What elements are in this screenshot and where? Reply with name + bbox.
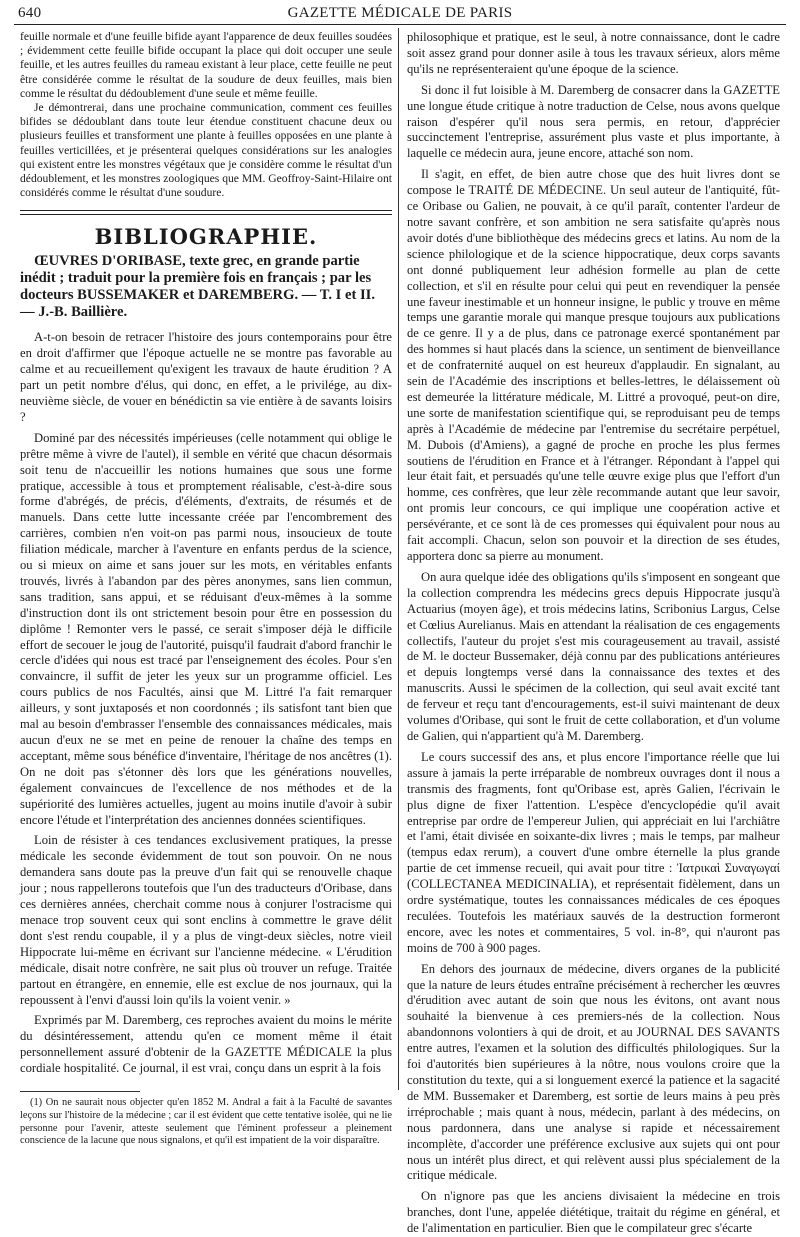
paragraph: A-t-on besoin de retracer l'histoire des jours contemporains pour être en droit d'affirmer que l'époque actuelle ne se montre pas favorable au calme et au recueillement qu'exigent les travaux de haute érudition ? A part un petit nombre d'élus, qui donc, en effet, a le privilége, au dix-neuvième siècle, de vouer en bénédictin sa vie entière à de savants loisirs ?	[20, 330, 392, 424]
page-number: 640	[18, 5, 42, 21]
column-divider	[398, 28, 399, 1090]
paragraph: philosophique et pratique, est le seul, à notre connaissance, dont le cadre soit assez grand pour donner asile à tous les travaux sérieux, alors même qu'ils ne représenteraient qu'une époque de la science.	[407, 30, 780, 76]
paragraph: feuille normale et d'une feuille bifide ayant l'apparence de deux feuilles soudées ; évidemment cette feuille bifide occupant la place qui doit occuper une seule feuille, et les autres feuilles du rameau existant à leur place, cette feuille ne peut être considérée comme le résultat de la soudure de deux feuilles, mais bien comme le résultat du dédoublement d'une seule et même feuille.	[20, 30, 392, 100]
footnote-rule	[20, 1091, 140, 1092]
section-rule	[20, 214, 392, 215]
footnote: (1) On ne saurait nous objecter qu'en 1852 M. Andral a fait à la Faculté de savantes leçons sur l'histoire de la médecine ; car il est évident que cette tentative isolée, qui ne lie personne pour l'avenir, atteste seulement que l'éminent professeur a pleinement conscience de la lacune que nous signalons, et qu'il est impatient de la voir disparaître.	[20, 1097, 392, 1147]
right-column	[407, 30, 780, 1237]
paragraph: Je démontrerai, dans une prochaine communication, comment ces feuilles bifides se dédoublant dans toute leur étendue constituent chacune deux ou plusieurs feuilles et transforment une plante à feuilles opposées en une plante à feuilles verticillées, et je présenterai quelques considérations sur les analogies qui existent entre les monstres végétaux que je considère comme le résultat d'un dédoublement, et les monstres zoologiques que MM. Geoffroy-Saint-Hilaire ont considérés comme le résultat d'une soudure.	[20, 101, 392, 200]
paragraph: Dominé par des nécessités impérieuses (celle notamment qui oblige le prêtre même à vivre de l'autel), il semble en vérité que chacun désormais soit tenu de n'accueillir les notions humaines que sous une forme pratique, accessible à tous et promptement réalisable, c'est-à-dire sous forme d'abrégés, de précis, d'éléments, d'extraits, de résumés et de manuels. Dans cette lutte incessante créée par l'encombrement des carrières, combien n'en voit-on pas parmi nous, insoucieux de toute filiation médicale, marcher à l'aventure en enfants perdus de la science, ou si mieux on aime et sans jouer sur les mots, en véritables enfants trouvés, livrés à l'abandon par des pères anonymes, sans lien commun, sans tradition, sans appui, et se réduisant d'eux-mêmes à la somme d'instruction dont ils ont strictement besoin pour être en possession du diplôme ! Remonter vers le passé, ce serait s'imposer déjà le difficile effort de secouer le joug de l'autorité, puisqu'il faudrait d'abord franchir le cercle d'idées qui nous est tracé par l'enseignement des écoles. Pour s'en convaincre, il suffit de jeter les yeux sur un programme officiel. Les cours publics de nos Facultés, ainsi que M. Littré l'a fait remarquer ailleurs, y sont juxtaposés et non coordonnés ; ils satisfont tant bien que mal au besoin d'embrasser l'ensemble des connaissances médicales, mais aucun d'eux ne se met en peine de renouer la chaîne des temps en acceptant, même sous bénéfice d'inventaire, l'héritage de nos ancêtres (1). On ne doit pas s'étonner dès lors que les générations nouvelles, également convaincues de l'excellence de nos méthodes et de la supériorité des lumières actuelles, jugent au moins inutile d'avoir à subir encore l'étude et l'interprétation des anciennes données scientifiques.	[20, 430, 392, 827]
paragraph: Si donc il fut loisible à M. Daremberg de consacrer dans la GAZETTE une longue étude critique à notre traduction de Celse, nous avons quelque raison d'espérer qu'il nous sera permis, en retour, d'apprécier succinctement l'entreprise, assurément plus vaste et plus importante, à laquelle ce médecin aura, jeune encore, attaché son nom.	[407, 82, 780, 161]
paragraph: Il s'agit, en effet, de bien autre chose que des huit livres dont se compose le TRAITÉ DE MÉDECINE. Un seul auteur de l'antiquité, fût-ce Oribase ou Galien, ne pouvait, à ce qu'il paraît, contenter l'ardeur de notre savant confrère, et son ambition ne sera satisfaite qu'après nous avoir dotés d'une bibliothèque des médecins grecs et latins. Au nom de la science philologique et de la science hippocratique, deux corps savants ont donné publiquement leur adhésion formelle au plan de cette collection, et s'il en résulte pour celui qui peut en revendiquer la pensée une faveur inestimable et un honneur insigne, le public y trouve en même temps une garantie morale qui manque presque toujours aux publications de ce genre. Il y a de plus, dans ce patronage exercé spontanément par des hommes si haut placés dans la science, un sentiment de bienveillance et de confraternité auquel on est heureux d'applaudir. En signalant, au sein de l'Académie des inscriptions et belles-lettres, le délaissement où est demeurée la littérature médicale, M. Littré a provoqué, peut-on dire, une sorte de manifestation scientifique qui, se reproduisant peu de temps après à l'Académie de médecine par l'entremise du secrétaire perpétuel, M. Dubois (d'Amiens), a gagné de proche en proche les plus fermes soutiens de l'érudition en France et à l'étranger. Répondant à l'appel qui leur était fait, et persuadés qu'une telle œuvre exige plus que l'effort d'un homme, ces confrères, que leur zèle recommande autant que leur savoir, ont promis leur concours, ce qui implique une coopération active et persévérante, et ce sont là de ces promesses qui équivalent pour nous au fait accompli. Chacun, selon son pouvoir et la direction de ses études, apportera donc sa pierre au monument.	[407, 167, 780, 563]
review-heading: ŒUVRES D'ORIBASE, texte grec, en grande partie inédit ; traduit pour la première fois en français ; par les docteurs BUSSEMAKER et DAREMBERG. — T. I et II. — J.-B. Baillière.	[20, 253, 375, 321]
paragraph: On n'ignore pas que les anciens divisaient la médecine en trois branches, dont l'une, appelée diététique, traitait du régime en général, et de l'alimentation en particulier. Bien que le compilateur grec s'écarte	[407, 1189, 780, 1236]
header-rule	[14, 24, 786, 25]
section-title: BIBLIOGRAPHIE.	[94, 224, 318, 250]
left-column	[20, 30, 392, 1148]
paragraph: On aura quelque idée des obligations qu'ils s'imposent en songeant que la collection comprendra les médecins grecs depuis Hippocrate jusqu'à Actuarius (moyen âge), et trois médecins latins, Scribonius Largus, Celse et Cœlius Aurelianus. Mais en attendant la réalisation de ces engagements collectifs, l'auteur du projet s'est mis courageusement au travail, assisté de M. le docteur Bussemaker, déjà connu par des publications antérieures et depuis longtemps versé dans la connaissance des textes et des manuscrits. Aussi le spécimen de la collection, qui seul avait excité tant de ferveur et reçu tant d'encouragements, est-il suivi maintenant de deux volumes d'Oribase, qui sont le fruit de cette collaboration, et d'un volume de Galien, qui n'appartient qu'à M. Daremberg.	[407, 569, 780, 743]
paragraph: Le cours successif des ans, et plus encore l'importance réelle que lui assure à jamais la perte irréparable de nombreux ouvrages dont il nous a transmis des fragments, font qu'Oribase est, après Galien, l'écrivain le plus digne de fixer l'attention. L'espèce d'encyclopédie qu'il avait entreprise par ordre de l'empereur Julien, qui appréciait en lui l'archiâtre et l'ami, était divisée en soixante-dix livres ; mais le temps, par malheur (tempus edax rerum), a couvert d'une ombre éternelle la plus grande partie de cet immense recueil, qui avait pour titre : Ἰατρικαὶ Συναγωγαί (COLLECTANEA MEDICINALIA), et représentait fidèlement, dans un ordre systématique, toutes les connaissances médicales de ces époques reculées. Toutefois les matériaux sauvés de la destruction formeront encore, avec les notes et commentaires, 5 vol. in-8°, qui n'auront pas moins de 700 à 900 pages.	[407, 749, 780, 955]
paragraph: Exprimés par M. Daremberg, ces reproches avaient du moins le mérite du désintéressement, attendu qu'en ce moment même il était personnellement assuré d'obtenir de la GAZETTE MÉDICALE la plus cordiale hospitalité. Ce journal, il est vrai, conçu dans un esprit à la fois	[20, 1013, 392, 1076]
running-header	[14, 5, 786, 25]
paragraph: En dehors des journaux de médecine, divers organes de la publicité que la nature de leurs études entraîne précisément à rechercher les œuvres d'érudition avec autant de soin que nous les évitons, ont avant nous souhaité la bienvenue à ces premiers-nés de la collection. Nous abandonnons volontiers à qui de droit, et au JOURNAL DES SAVANTS entre autres, l'examen et la solution des difficultés philologiques. Sur la foi d'autorités bien supérieures à la nôtre, nous voulons croire que la constitution du texte, qui a si longuement exercé la patience et la sagacité de MM. Bussemaker et Daremberg, est sortie de leurs mains à peu près irréprochable ; mais quant à nous, médecin, parlant à des médecins, on nous pardonnera, dans une analyse si rapide et nécessairement incomplète, d'accorder une préférence exclusive aux sujets qui ont pour nous un intérêt plus direct, et qui relèvent aussi plus spécialement de la critique médicale.	[407, 961, 780, 1183]
section-rule	[20, 210, 392, 211]
paragraph: Loin de résister à ces tendances exclusivement pratiques, la presse médicale les seconde évidemment de tout son pouvoir. On ne nous demandera sans doute pas la preuve d'un fait qui se renouvelle chaque jour ; nous rappellerons toutefois que l'un des traducteurs d'Oribase, dans ces dernières années, cherchait comme nous à conjurer l'ostracisme qui menace trop souvent ceux qui sont enclins à commettre le grave délit dont s'est rendu coupable, il y a plus de vingt-deux siècles, notre vieil Hippocrate lui-même en écrivant sur l'ancienne médecine. « L'érudition médicale, disait notre confrère, ne sait plus où trouver un refuge. Traitée partout en étrangère, en ennemie, elle est exclue de nos journaux, qui la repoussent à l'envi d'aussi loin qu'ils la voient venir. »	[20, 833, 392, 1007]
journal-title: GAZETTE MÉDICALE DE PARIS	[287, 5, 513, 21]
